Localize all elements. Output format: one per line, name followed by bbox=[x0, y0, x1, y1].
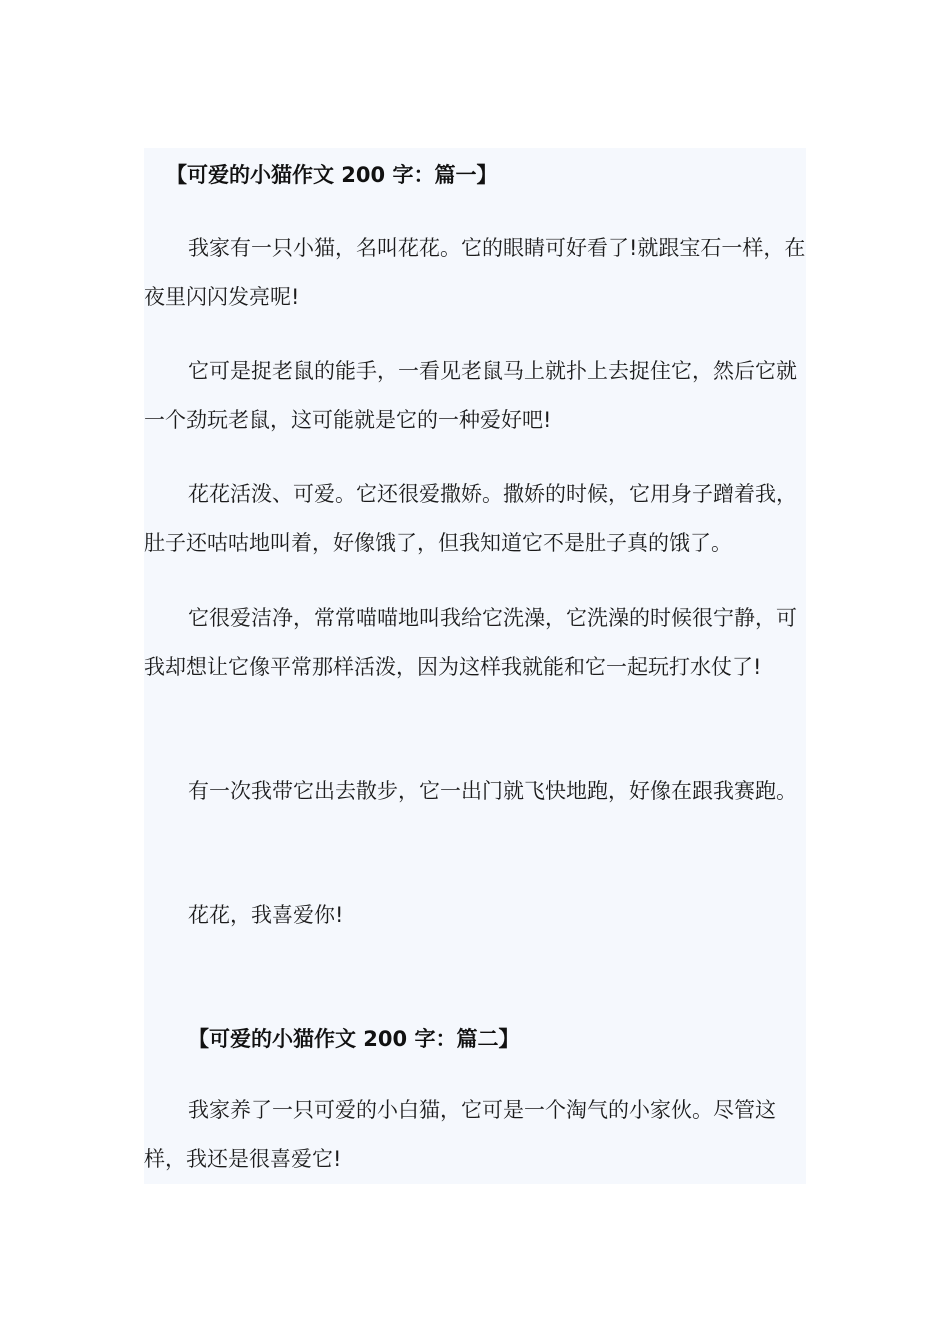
paragraph: 我家养了一只可爱的小白猫，它可是一个淘气的小家伙。尽管这样，我还是很喜爱它! bbox=[144, 1098, 776, 1171]
section-heading-1: 【可爱的小猫作文 200 字：篇一】 bbox=[166, 163, 498, 187]
paragraph: 它可是捉老鼠的能手，一看见老鼠马上就扑上去捉住它，然后它就一个劲玩老鼠，这可能就是它的一种爱好吧! bbox=[144, 359, 797, 432]
paragraph: 它很爱洁净，常常喵喵地叫我给它洗澡，它洗澡的时候很宁静，可我却想让它像平常那样活泼，因为这样我就能和它一起玩打水仗了! bbox=[144, 606, 797, 679]
paragraph: 有一次我带它出去散步，它一出门就飞快地跑，好像在跟我赛跑。 bbox=[188, 779, 797, 803]
document-body bbox=[144, 148, 806, 1184]
paragraph: 花花活泼、可爱。它还很爱撒娇。撒娇的时候，它用身子蹭着我，肚子还咕咕地叫着，好像饿了，但我知道它不是肚子真的饿了。 bbox=[144, 482, 797, 555]
section-heading-2: 【可爱的小猫作文 200 字：篇二】 bbox=[188, 1027, 520, 1051]
paragraph: 花花，我喜爱你! bbox=[188, 903, 344, 927]
paragraph: 我家有一只小猫，名叫花花。它的眼睛可好看了!就跟宝石一样，在夜里闪闪发亮呢! bbox=[144, 236, 806, 309]
